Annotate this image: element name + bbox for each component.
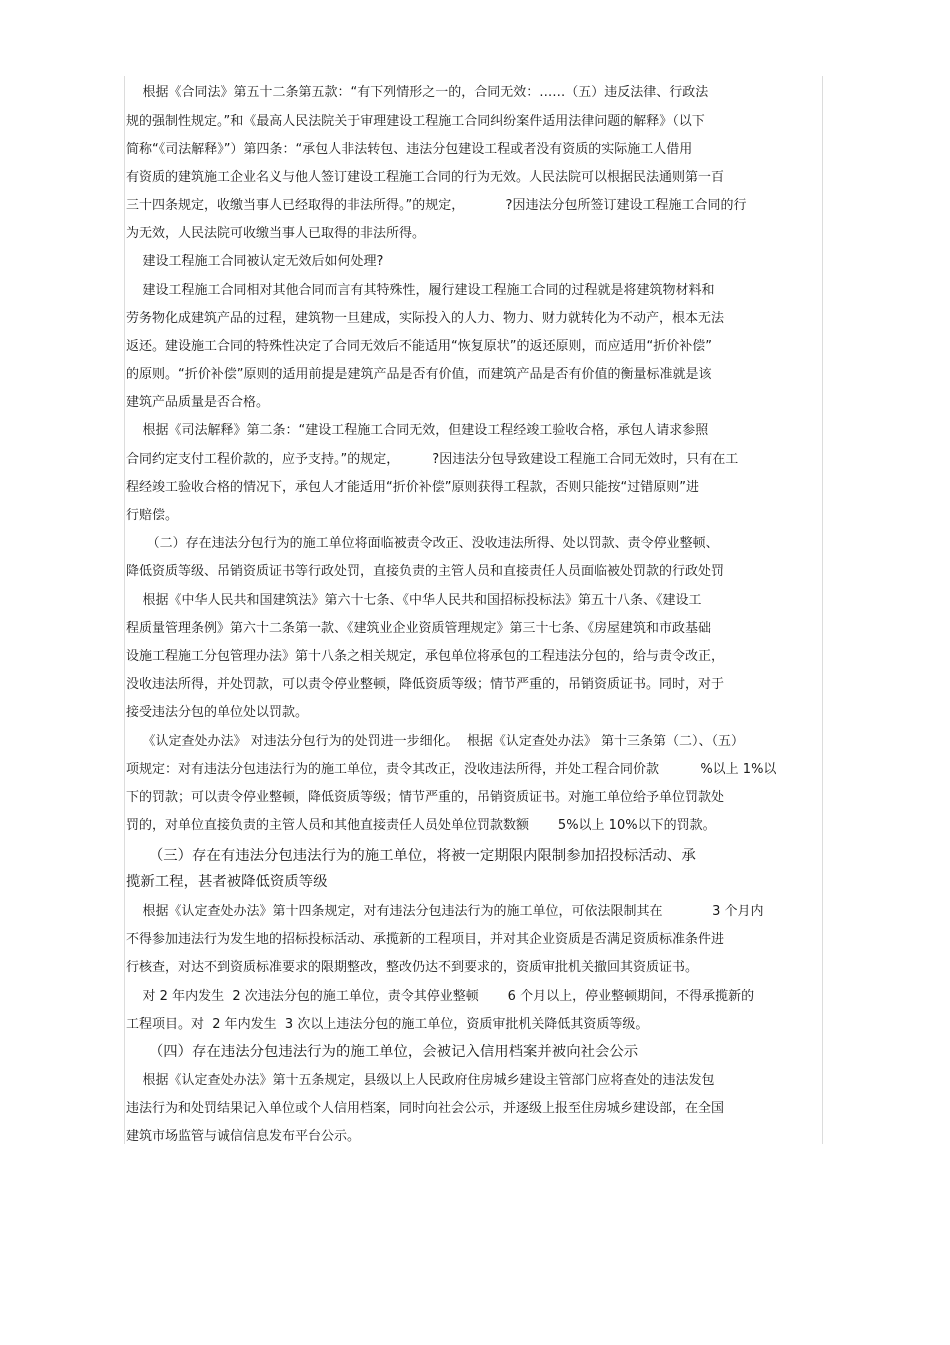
text-line: 根据《认定查处办法》第十五条规定，县级以上人民政府住房城乡建设主管部门应将查处的违法发包 (126, 1073, 715, 1088)
text-line: 有资质的建筑施工企业名义与他人签订建设工程施工合同的行为无效。人民法院可以根据民法通则第一百 (126, 170, 725, 185)
text-line: 《认定查处办法》 对违法分包行为的处罚进一步细化。 根据《认定查处办法》 第十三条第（二）、（五） (126, 734, 745, 749)
text-line: 行赔偿。 (126, 508, 179, 523)
text-line: 揽新工程，甚者被降低资质等级 (126, 874, 328, 890)
text-line: 根据《中华人民共和国建筑法》第六十七条、《中华人民共和国招标投标法》第五十八条、《建设工 (126, 593, 702, 608)
text-line: 接受违法分包的单位处以罚款。 (126, 705, 309, 720)
text-line: 程经竣工验收合格的情况下，承包人才能适用“折价补偿”原则获得工程款，否则只能按“过错原则”进 (126, 480, 699, 495)
text-line: 合同约定支付工程价款的，应予支持。”的规定， ?因违法分包导致建设工程施工合同无效时，只有在工 (126, 452, 739, 467)
text-line: 没收违法所得，并处罚款，可以责令停业整顿，降低资质等级；情节严重的，吊销资质证书。同时，对于 (126, 677, 725, 692)
text-line: 罚的，对单位直接负责的主管人员和其他直接责任人员处单位罚款数额 5%以上 10%以下的罚款。 (126, 818, 716, 833)
text-line: 不得参加违法行为发生地的招标投标活动、承揽新的工程项目，并对其企业资质是否满足资质标准条件进 (126, 932, 725, 947)
text-line: （三）存在有违法分包违法行为的施工单位，将被一定期限内限制参加招投标活动、承 (126, 848, 696, 864)
text-line: 对 2 年内发生 2 次违法分包的施工单位，责令其停业整顿 6 个月以上，停业整顿期间，不得承揽新的 (126, 989, 755, 1004)
text-line: 建筑产品质量是否合格。 (126, 395, 270, 410)
right-margin-rule (822, 76, 823, 1144)
text-line: 为无效，人民法院可收缴当事人已取得的非法所得。 (126, 226, 426, 241)
text-line: 三十四条规定，收缴当事人已经取得的非法所得。”的规定， ?因违法分包所签订建设工程施工合同的行 (126, 198, 747, 213)
text-line: 返还。建设施工合同的特殊性决定了合同无效后不能适用“恢复原状”的返还原则，而应适用“折价补偿” (126, 339, 712, 354)
text-line: 下的罚款；可以责令停业整顿，降低资质等级；情节严重的，吊销资质证书。对施工单位给予单位罚款处 (126, 790, 725, 805)
text-line: 建筑市场监管与诚信信息发布平台公示。 (126, 1129, 361, 1144)
text-line: 劳务物化成建筑产品的过程，建筑物一旦建成，实际投入的人力、物力、财力就转化为不动产，根本无法 (126, 311, 725, 326)
text-line: 建设工程施工合同相对其他合同而言有其特殊性，履行建设工程施工合同的过程就是将建筑物材料和 (126, 283, 715, 298)
text-line: 根据《合同法》第五十二条第五款：“有下列情形之一的，合同无效：……（五）违反法律、行政法 (126, 85, 709, 100)
text-line: 根据《司法解释》第二条：“建设工程施工合同无效，但建设工程经竣工验收合格，承包人请求参照 (126, 423, 709, 438)
text-line: 根据《认定查处办法》第十四条规定，对有违法分包违法行为的施工单位，可依法限制其在 3 个月内 (126, 904, 764, 919)
text-line: （四）存在违法分包违法行为的施工单位，会被记入信用档案并被向社会公示 (126, 1044, 639, 1060)
text-line: 规的强制性规定。”和《最高人民法院关于审理建设工程施工合同纠纷案件适用法律问题的解释》（以下 (126, 114, 705, 129)
left-margin-rule (124, 76, 125, 1144)
text-line: 行核查，对达不到资质标准要求的限期整改，整改仍达不到要求的，资质审批机关撤回其资质证书。 (126, 960, 699, 975)
text-line: （二）存在违法分包行为的施工单位将面临被责令改正、没收违法所得、处以罚款、责令停业整顿、 (126, 536, 719, 551)
text-line: 简称“《司法解释》”）第四条：“承包人非法转包、违法分包建设工程或者没有资质的实际施工人借用 (126, 142, 693, 157)
text-line: 设施工程施工分包管理办法》第十八条之相关规定，承包单位将承包的工程违法分包的，给与责令改正， (126, 649, 725, 664)
text-line: 降低资质等级、吊销资质证书等行政处罚，直接负责的主管人员和直接责任人员面临被处罚款的行政处罚 (126, 564, 725, 579)
text-line: 项规定：对有违法分包违法行为的施工单位，责令其改正，没收违法所得，并处工程合同价款 %以上 1%以 (126, 762, 777, 777)
text-line: 建设工程施工合同被认定无效后如何处理? (126, 254, 384, 269)
text-line: 程质量管理条例》第六十二条第一款、《建筑业企业资质管理规定》第三十七条、《房屋建筑和市政基础 (126, 621, 712, 636)
text-line: 工程项目。对 2 年内发生 3 次以上违法分包的施工单位，资质审批机关降低其资质等级。 (126, 1017, 649, 1032)
text-line: 的原则。“折价补偿”原则的适用前提是建筑产品是否有价值，而建筑产品是否有价值的衡量标准就是该 (126, 367, 712, 382)
text-line: 违法行为和处罚结果记入单位或个人信用档案，同时向社会公示，并逐级上报至住房城乡建设部，在全国 (126, 1101, 725, 1116)
